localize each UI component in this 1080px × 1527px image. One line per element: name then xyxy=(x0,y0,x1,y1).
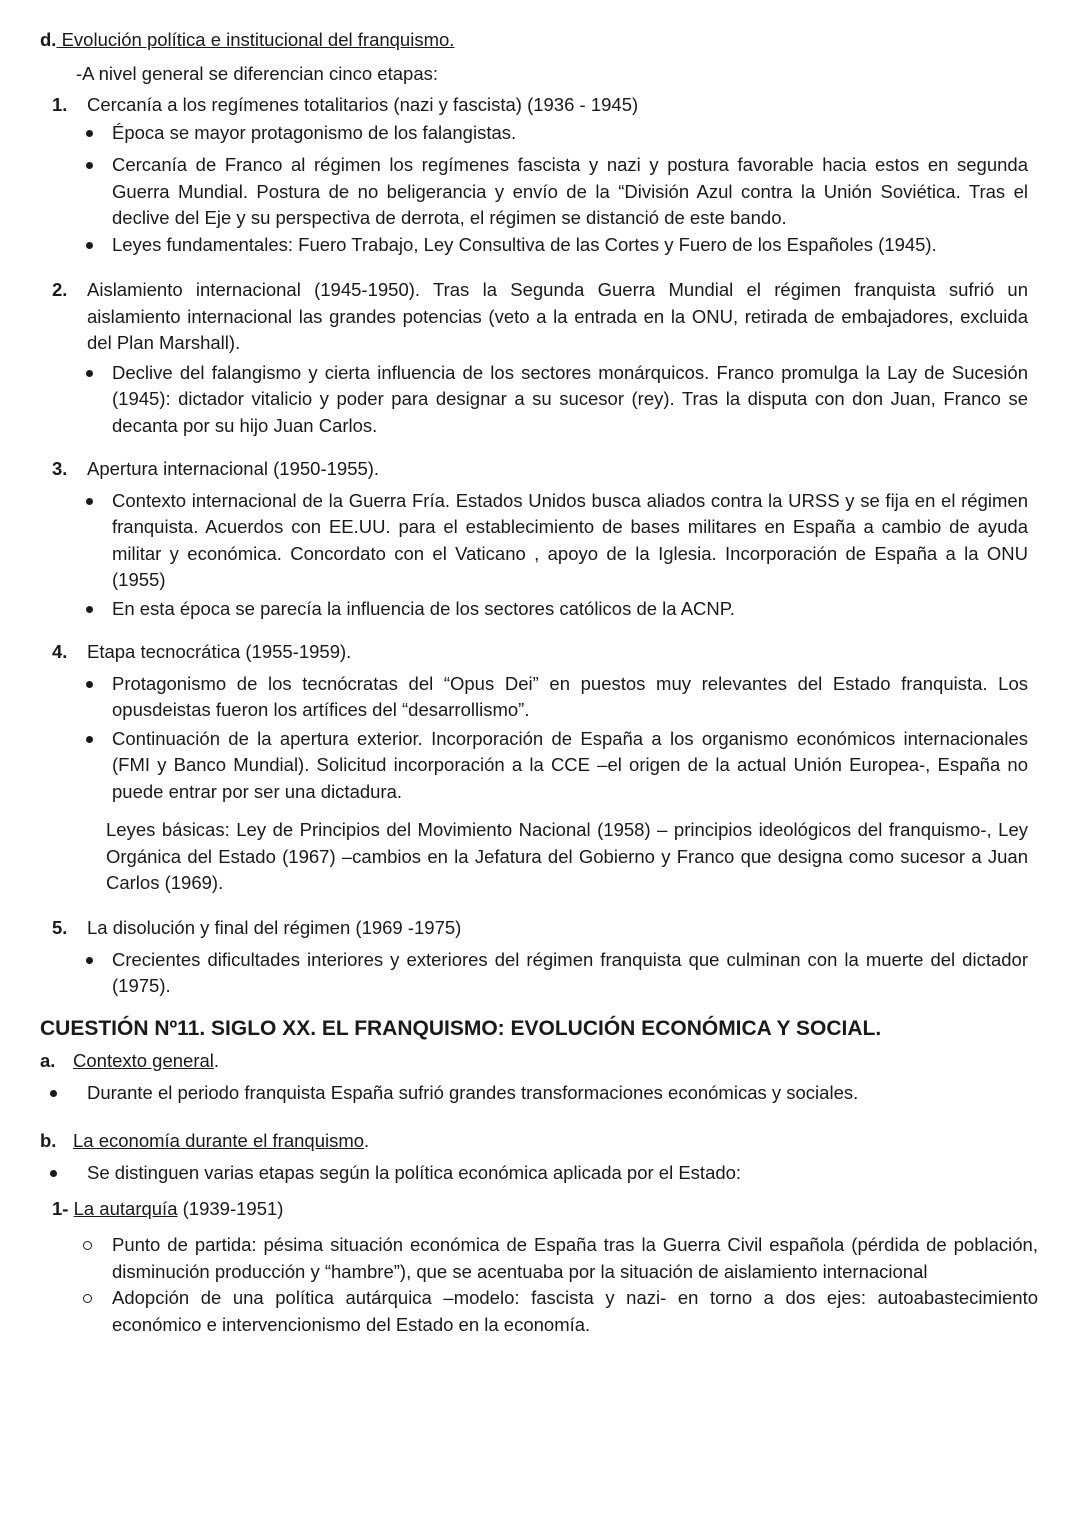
circle-bullet-icon xyxy=(83,1294,92,1303)
section-d-heading xyxy=(40,27,454,54)
bullet-icon xyxy=(86,370,93,377)
section-b-label: b. xyxy=(40,1130,57,1151)
stage-title: Apertura internacional (1950-1955). xyxy=(87,458,380,479)
section-a-label: a. xyxy=(40,1050,56,1071)
stage-1 xyxy=(52,92,1028,258)
stage-4 xyxy=(52,639,1028,897)
list-item: Se distinguen varias etapas según la política económica aplicada por el Estado: xyxy=(40,1160,1040,1187)
stage-title: La disolución y final del régimen (1969 -1975) xyxy=(87,917,462,938)
bullet-icon xyxy=(50,1090,57,1097)
section-b: b. La economía durante el franquismo. Se distinguen varias etapas según la política económica aplicada por el Estado: xyxy=(40,1128,1040,1186)
list-item: Durante el periodo franquista España sufrió grandes transformaciones económicas y sociales. xyxy=(40,1080,1040,1107)
list-item: Continuación de la apertura exterior. Incorporación de España a los organismo económicos internacionales (FMI y Banco Mundial). Solicitud incorporación a la CCE –el origen de la actual Unión Europea-, España no puede entrar por ser una dictadura. xyxy=(52,726,1028,806)
bullet-icon xyxy=(86,242,93,249)
stage-title: Cercanía a los regímenes totalitarios (nazi y fascista) (1936 - 1945) xyxy=(87,94,639,115)
bullet-icon xyxy=(86,957,93,964)
stage-5 xyxy=(52,915,1028,1000)
stage-title: Aislamiento internacional (1945-1950). Tras la Segunda Guerra Mundial el régimen franquista sufrió un aislamiento internacional las grandes potencias (veto a la entrada en la ONU, retirada de embajadores, excluida del Plan Marshall). xyxy=(87,279,1028,353)
section-a-title: Contexto general xyxy=(73,1050,214,1071)
autarquia-dates: (1939-1951) xyxy=(177,1198,284,1219)
autarquia-list xyxy=(52,1232,1038,1338)
bullet-icon xyxy=(86,606,93,613)
list-item: Declive del falangismo y cierta influencia de los sectores monárquicos. Franco promulga la Lay de Sucesión (1945): dictador vitalicio y poder para designar a su sucesor (rey). Tras la disputa con don Juan, Franco se decanta por su hijo Juan Carlos. xyxy=(52,360,1028,440)
stage-3 xyxy=(52,456,1028,622)
section-a: a. Contexto general. Durante el periodo franquista España sufrió grandes transformaciones económicas y sociales. xyxy=(40,1048,1040,1106)
bullet-icon xyxy=(86,681,93,688)
section-b-title: La economía durante el franquismo xyxy=(73,1130,365,1151)
bullet-icon xyxy=(86,162,93,169)
stage-number: 3. xyxy=(52,458,68,479)
stage-number: 4. xyxy=(52,641,68,662)
list-item: Protagonismo de los tecnócratas del “Opus Dei” en puestos muy relevantes del Estado franquista. Los opusdeistas fueron los artífices del “desarrollismo”. xyxy=(52,671,1028,724)
bullet-icon xyxy=(86,498,93,505)
section-d-title: Evolución política e institucional del franquismo. xyxy=(56,29,455,50)
stage-2 xyxy=(52,277,1028,439)
stage-number: 5. xyxy=(52,917,68,938)
bullet-icon xyxy=(50,1170,57,1177)
autarquia-label: 1- xyxy=(52,1198,69,1219)
stage-title: Etapa tecnocrática (1955-1959). xyxy=(87,641,352,662)
stage-number: 2. xyxy=(52,279,68,300)
circle-bullet-icon xyxy=(83,1241,92,1250)
stage-number: 1. xyxy=(52,94,68,115)
list-item: Crecientes dificultades interiores y exteriores del régimen franquista que culminan con la muerte del dictador (1975). xyxy=(52,947,1028,1000)
question-title: CUESTIÓN Nº11. SIGLO XX. EL FRANQUISMO: EVOLUCIÓN ECONÓMICA Y SOCIAL. xyxy=(40,1017,882,1040)
list-item: Contexto internacional de la Guerra Fría. Estados Unidos busca aliados contra la URSS y se fija en el régimen franquista. Acuerdos con EE.UU. para el establecimiento de bases militares en España a cambio de ayuda militar y económica. Concordato con el Vaticano , apoyo de la Iglesia. Incorporación de España a la ONU (1955) xyxy=(52,488,1028,594)
list-item: Adopción de una política autárquica –modelo: fascista y nazi- en torno a dos ejes: autoabastecimiento económico e intervencionismo del Estado en la economía. xyxy=(52,1285,1038,1338)
bullet-icon xyxy=(86,130,93,137)
list-item: Punto de partida: pésima situación económica de España tras la Guerra Civil española (pérdida de población, disminución producción y “hambre”), que se acentuaba por la situación de aislamiento internacional xyxy=(52,1232,1038,1285)
section-d-label: d. xyxy=(40,29,57,50)
list-item: Cercanía de Franco al régimen los regímenes fascista y nazi y postura favorable hacia estos en segunda Guerra Mundial. Postura de no beligerancia y envío de la “División Azul contra la Unión Soviética. Tras el declive del Eje y su perspectiva de derrota, el régimen se distanció de este bando. xyxy=(52,152,1028,232)
bullet-icon xyxy=(86,736,93,743)
section-d-intro: -A nivel general se diferencian cinco etapas: xyxy=(76,63,438,84)
list-item: Leyes fundamentales: Fuero Trabajo, Ley Consultiva de las Cortes y Fuero de los Españoles (1945). xyxy=(52,232,1028,259)
list-item: Época se mayor protagonismo de los falangistas. xyxy=(52,120,1028,147)
stage-note: Leyes básicas: Ley de Principios del Movimiento Nacional (1958) – principios ideológicos del franquismo-, Ley Orgánica del Estado (1967) –cambios en la Jefatura del Gobierno y Franco que designa como sucesor a Juan Carlos (1969). xyxy=(106,819,1028,893)
list-item: En esta época se parecía la influencia de los sectores católicos de la ACNP. xyxy=(52,596,1028,623)
autarquia-title: La autarquía xyxy=(73,1198,178,1219)
autarquia-heading xyxy=(52,1196,283,1223)
